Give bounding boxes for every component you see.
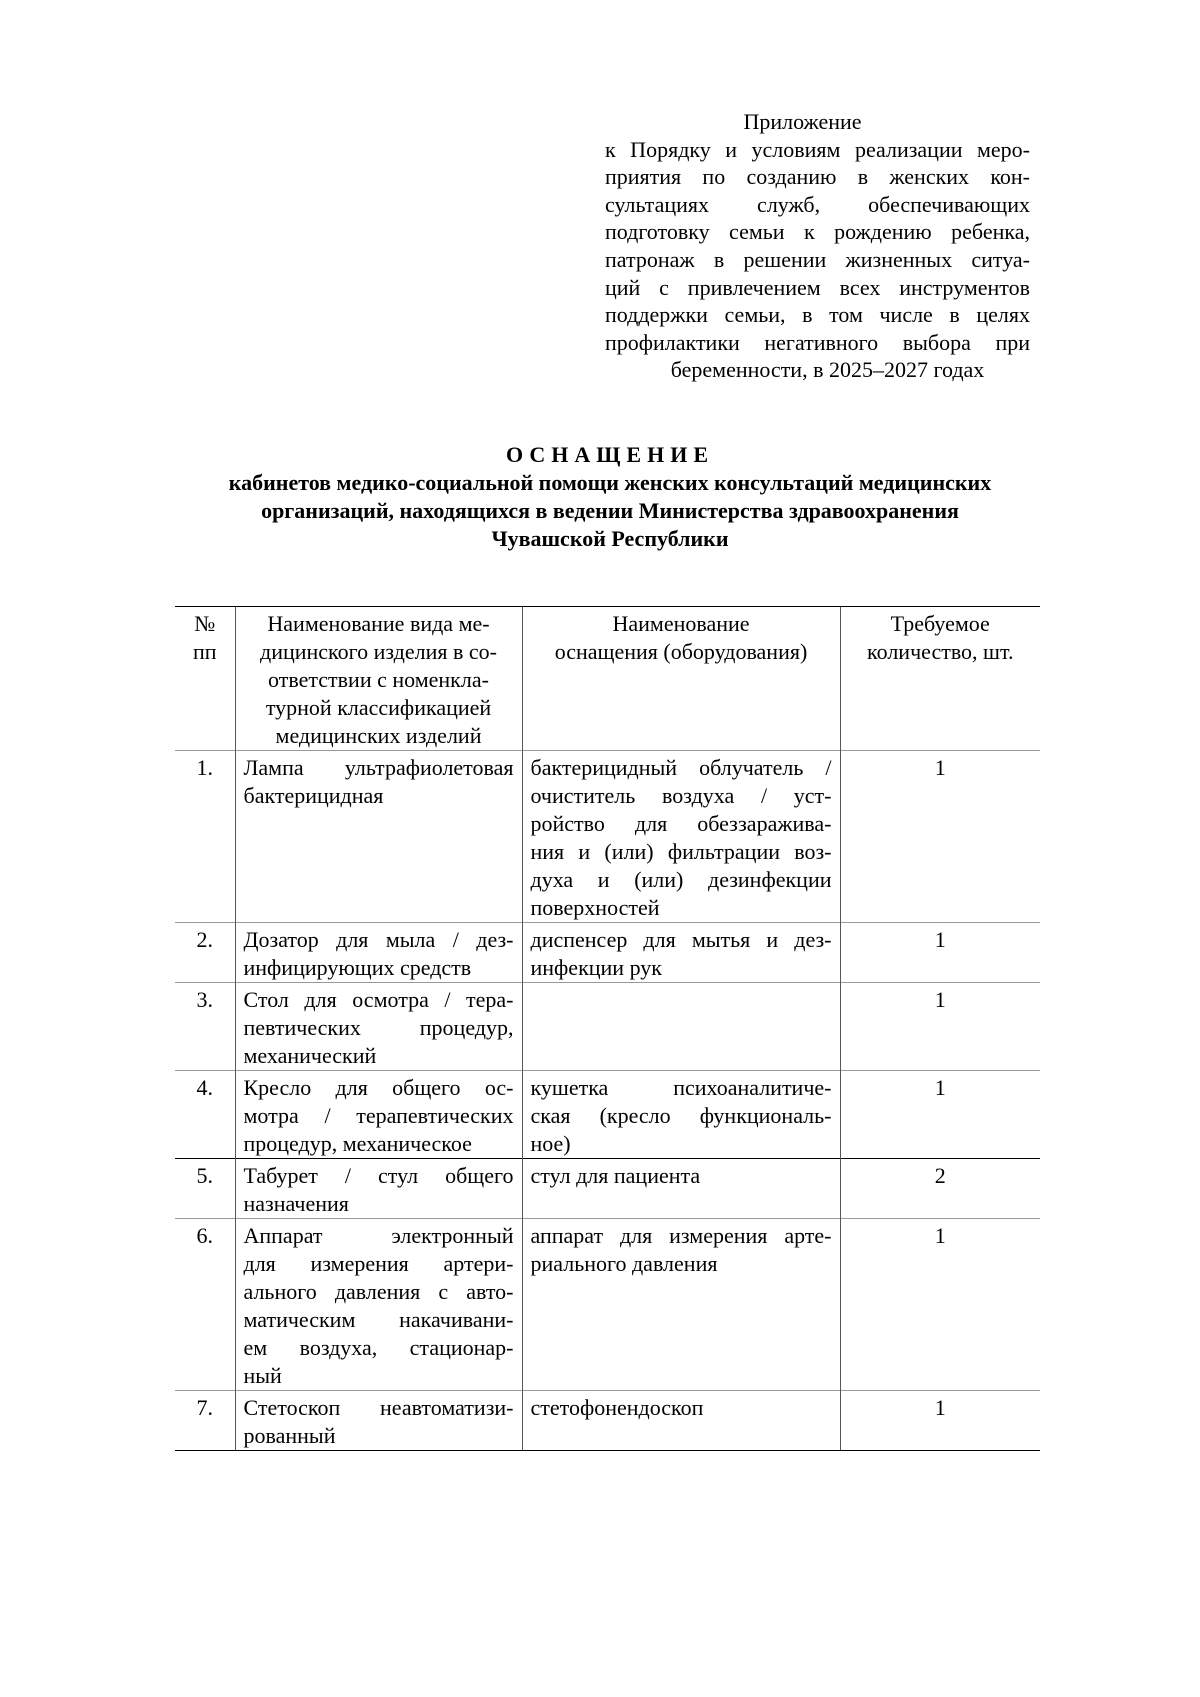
header-cell [175, 607, 235, 751]
cell-line: ния и (или) фильтрации воз- [530, 839, 832, 864]
cell-line: Лампа ультрафиолетовая [243, 755, 514, 780]
equipment-cell [522, 923, 840, 983]
cell-line: ем воздуха, стационар- [243, 1335, 514, 1360]
table-row [175, 1219, 1040, 1391]
device-kind-cell [235, 1391, 522, 1451]
cell-line: очиститель воздуха / уст- [530, 783, 832, 808]
quantity-cell: 1 [840, 1391, 1040, 1451]
cell-line: механический [243, 1043, 377, 1068]
cell-line: Наименование [612, 611, 750, 636]
cell-line: Дозатор для мыла / дез- [243, 927, 514, 952]
cell-line: Кресло для общего ос- [243, 1075, 514, 1100]
cell-line: № [194, 611, 216, 636]
equipment-cell [522, 1159, 840, 1219]
cell-line: инфекции рук [530, 955, 662, 980]
header-cell [840, 607, 1040, 751]
row-number: 2. [175, 923, 235, 983]
cell-line: Наименование вида ме- [267, 611, 490, 636]
device-kind-cell [235, 1071, 522, 1159]
cell-line: диспенсер для мытья и дез- [530, 927, 832, 952]
cell-line: турной классификацией [265, 695, 492, 720]
title-line: организаций, находящихся в ведении Министерства здравоохранения [261, 498, 959, 523]
cell-line: медицинских изделий [275, 723, 482, 748]
header-cell [522, 607, 840, 751]
cell-line: стетофонендоскоп [530, 1395, 704, 1420]
table-row [175, 1071, 1040, 1159]
cell-line: назначения [243, 1191, 349, 1216]
cell-line: кушетка психоаналитиче- [530, 1075, 832, 1100]
cell-line: Аппарат электронный [243, 1223, 514, 1248]
appendix-line: подготовку семьи к рождению ребенка, [605, 219, 1030, 245]
table-row [175, 923, 1040, 983]
cell-line: ное) [530, 1131, 571, 1156]
row-number: 1. [175, 751, 235, 923]
header-cell [235, 607, 522, 751]
appendix-line: приятия по созданию в женских кон- [605, 164, 1030, 190]
cell-line: ответствии с номенкла- [268, 667, 489, 692]
device-kind-cell [235, 923, 522, 983]
quantity-cell: 2 [840, 1159, 1040, 1219]
cell-line: оснащения (оборудования) [554, 639, 808, 664]
row-number: 3. [175, 983, 235, 1071]
quantity-cell: 1 [840, 923, 1040, 983]
appendix-line: сультациях служб, обеспечивающих [605, 191, 1030, 217]
device-kind-cell [235, 1159, 522, 1219]
cell-line: ройство для обеззаражива- [530, 811, 832, 836]
title-line: Чувашской Республики [491, 526, 729, 551]
cell-line: Требуемое [890, 611, 990, 636]
appendix-heading: Приложение [743, 109, 862, 134]
device-kind-cell [235, 1219, 522, 1391]
equipment-cell [522, 751, 840, 923]
cell-line: ный [243, 1363, 282, 1388]
table-row [175, 983, 1040, 1071]
device-kind-cell [235, 983, 522, 1071]
appendix-line: ций с привлечением всех инструментов [605, 274, 1030, 300]
cell-line: процедур, механическое [243, 1131, 472, 1156]
cell-line: рованный [243, 1423, 336, 1448]
appendix-note [605, 108, 1030, 384]
cell-line: ального давления с авто- [243, 1279, 514, 1304]
appendix-last-line: беременности, в 2025–2027 годах [670, 357, 985, 383]
row-number: 5. [175, 1159, 235, 1219]
cell-line: матическим накачивани- [243, 1307, 514, 1332]
document-title [150, 441, 1070, 553]
title-line: кабинетов медико-социальной помощи женских консультаций медицинских [228, 470, 992, 495]
table-header-row [175, 607, 1040, 751]
cell-line: мотра / терапевтических [243, 1103, 514, 1128]
cell-line: стул для пациента [530, 1163, 701, 1188]
quantity-cell: 1 [840, 983, 1040, 1071]
equipment-table [175, 606, 1040, 1451]
row-number: 4. [175, 1071, 235, 1159]
table-row [175, 1159, 1040, 1219]
quantity-cell: 1 [840, 751, 1040, 923]
cell-line: количество, шт. [867, 639, 1014, 664]
row-number: 7. [175, 1391, 235, 1451]
quantity-cell: 1 [840, 1071, 1040, 1159]
appendix-line: патронаж в решении жизненных ситуа- [605, 246, 1030, 272]
cell-line: для измерения артери- [243, 1251, 514, 1276]
appendix-line: профилактики негативного выбора при [605, 329, 1030, 355]
equipment-cell [522, 1219, 840, 1391]
table-row [175, 751, 1040, 923]
cell-line: Стол для осмотра / тера- [243, 987, 514, 1012]
quantity-cell: 1 [840, 1219, 1040, 1391]
equipment-cell [522, 983, 840, 1071]
device-kind-cell [235, 751, 522, 923]
row-number: 6. [175, 1219, 235, 1391]
cell-line: Стетоскоп неавтоматизи- [243, 1395, 514, 1420]
cell-line: бактерицидный облучатель / [530, 755, 832, 780]
appendix-line: поддержки семьи, в том числе в целях [605, 302, 1030, 328]
cell-line: аппарат для измерения арте- [530, 1223, 832, 1248]
cell-line: риального давления [530, 1251, 718, 1276]
cell-line: бактерицидная [243, 783, 384, 808]
cell-line: пп [192, 639, 217, 664]
title-main: ОСНАЩЕНИЕ [506, 442, 714, 467]
cell-line: Табурет / стул общего [243, 1163, 514, 1188]
cell-line: инфицирующих средств [243, 955, 472, 980]
cell-line: дицинского изделия в со- [260, 639, 497, 664]
equipment-cell [522, 1071, 840, 1159]
appendix-line: к Порядку и условиям реализации меро- [605, 136, 1030, 162]
table-row [175, 1391, 1040, 1451]
cell-line: певтических процедур, [243, 1015, 514, 1040]
cell-line: духа и (или) дезинфекции [530, 867, 832, 892]
cell-line: поверхностей [530, 895, 660, 920]
equipment-cell [522, 1391, 840, 1451]
cell-line: ская (кресло функциональ- [530, 1103, 832, 1128]
